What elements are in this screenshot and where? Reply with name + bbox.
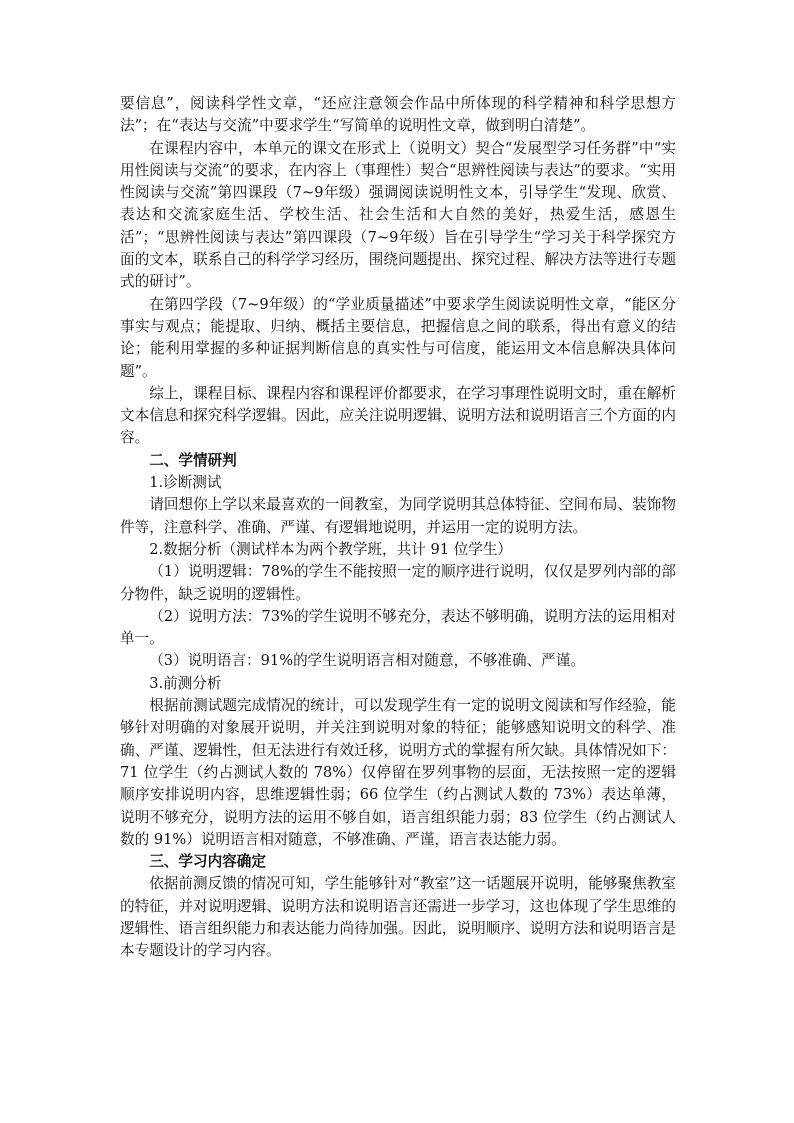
paragraph-summary: 综上，课程目标、课程内容和课程评价都要求，在学习事理性说明文时，重在解析文本信息和探究科学逻辑。因此，应关注说明逻辑、说明方法和说明语言三个方面的内容。: [120, 384, 676, 447]
paragraph-analysis-language: （3）说明语言：91%的学生说明语言相对随意，不够准确、严谨。: [149, 652, 585, 670]
subheading-diagnostic-test: 1.诊断测试: [149, 474, 222, 492]
paragraph-continuation: 要信息”，阅读科学性文章，“还应注意领会作品中所体现的科学精神和科学思想方法”；在“表达与交流”中要求学生“写简单的说明性文章，做到明白清楚”。: [120, 95, 676, 135]
paragraph-pretest-details: 根据前测试题完成情况的统计，可以发现学生有一定的说明文阅读和写作经验，能够针对明确的对象展开说明，并关注到说明对象的特征；能够感知说明文的科学、准确、严谨、逻辑性，但无法进行有效迁移，说明方式的掌握有所欠缺。具体情况如下：71 位学生（约占测试人数的 78%）仅停留在罗列事物的层面，无法按照一定的逻辑顺序安排说明内容，思维逻辑性弱；66 位学生（约占测试人数的 73%）表达单薄，说明不够充分，说明方法的运用不够自如，语言组织能力弱；83 位学生（约占测试人数的 91%）说明语言相对随意，不够准确、严谨，语言表达能力弱。: [120, 697, 676, 848]
subheading-data-analysis: 2.数据分析（测试样本为两个教学班，共计 91 位学生）: [149, 540, 513, 558]
paragraph-course-content: 在课程内容中，本单元的课文在形式上（说明文）契合“发展型学习任务群”中“实用性阅读与交流”的要求，在内容上（事理性）契合“思辨性阅读与表达”的要求。“实用性阅读与交流”第四课段（7~9年级）强调阅读说明性文本，引导学生“发现、欣赏、表达和交流家庭生活、学校生活、社会生活和大自然的美好，热爱生活，感恩生活”；“思辨性阅读与表达”第四课段（7~9年级）旨在引导学生“学习关于科学探究方面的文本，联系自己的科学学习经历，围绕问题提出、探究过程、解决方法等进行专题式的研讨”。: [120, 139, 676, 291]
section-heading-content-determination: 三、学习内容确定: [149, 853, 266, 871]
paragraph-quality-description: 在第四学段（7~9年级）的“学业质量描述”中要求学生阅读说明性文章，“能区分事实与观点；能提取、归纳、概括主要信息，把握信息之间的联系，得出有意义的结论；能利用掌握的多种证据判断信息的真实性与可信度，能运用文本信息解决具体问题”。: [120, 295, 676, 380]
paragraph-analysis-logic: （1）说明逻辑：78%的学生不能按照一定的顺序进行说明，仅仅是罗列内部的部分物件，缺乏说明的逻辑性。: [120, 563, 676, 603]
document-page: [120, 93, 676, 963]
subheading-pretest-analysis: 3.前测分析: [149, 674, 222, 692]
section-heading-learning-analysis: 二、学情研判: [149, 451, 237, 469]
paragraph-analysis-method: （2）说明方法：73%的学生说明不够充分，表达不够明确，说明方法的运用相对单一。: [120, 607, 676, 648]
paragraph-test-prompt: 请回想你上学以来最喜欢的一间教室，为同学说明其总体特征、空间布局、装饰物件等，注意科学、准确、严谨、有逻辑地说明，并运用一定的说明方法。: [120, 496, 676, 536]
paragraph-conclusion: 依据前测反馈的情况可知，学生能够针对“教室”这一话题展开说明，能够聚焦教室的特征，并对说明逻辑、说明方法和说明语言还需进一步学习，这也体现了学生思维的逻辑性、语言组织能力和表达能力尚待加强。因此，说明顺序、说明方法和说明语言是本专题设计的学习内容。: [120, 875, 676, 960]
